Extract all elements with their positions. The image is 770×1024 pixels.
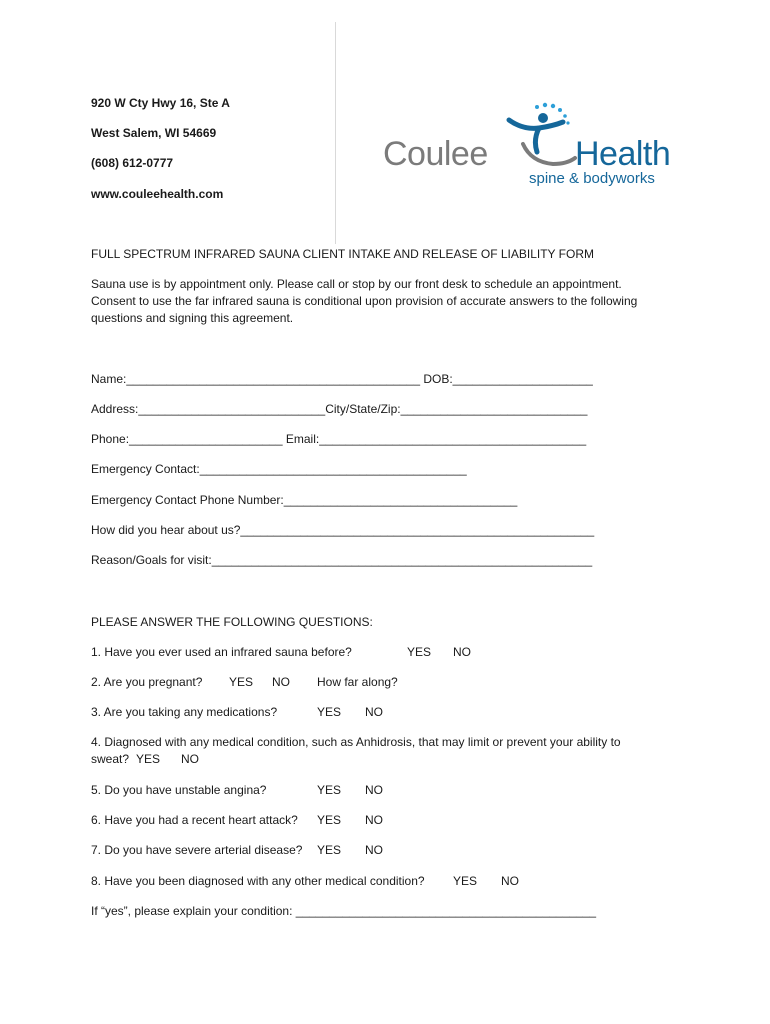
vertical-divider	[335, 22, 336, 244]
address-line-2: West Salem, WI 54669	[91, 126, 217, 140]
coulee-health-logo	[383, 100, 693, 192]
address-line-1: 920 W Cty Hwy 16, Ste A	[91, 96, 230, 110]
q6-yes-option[interactable]: YES	[317, 813, 342, 827]
question-5: 5. Do you have unstable angina?	[91, 783, 267, 797]
question-8: 8. Have you been diagnosed with any other medical condition?	[91, 874, 425, 888]
address-field[interactable]: Address:____________________________City/State/Zip:____________________________	[91, 402, 588, 416]
q1-no-option[interactable]: NO	[453, 645, 471, 659]
q8-yes-option[interactable]: YES	[453, 874, 478, 888]
question-4: 4. Diagnosed with any medical condition, such as Anhidrosis, that may limit or prevent your ability to	[91, 735, 621, 749]
question-6: 6. Have you had a recent heart attack?	[91, 813, 298, 827]
question-3: 3. Are you taking any medications?	[91, 705, 278, 719]
q5-no-option[interactable]: NO	[365, 783, 383, 797]
q3-yes-option[interactable]: YES	[317, 705, 342, 719]
q2-no-option[interactable]: NO	[272, 675, 290, 689]
explain-condition-field[interactable]: If “yes”, please explain your condition: _____________________________________________	[91, 904, 597, 918]
logo-tagline: spine & bodyworks	[529, 170, 655, 187]
logo-brand-health: Health	[575, 135, 671, 173]
q5-yes-option[interactable]: YES	[317, 783, 342, 797]
emergency-phone-field[interactable]: Emergency Contact Phone Number:___________________________________	[91, 493, 518, 507]
questions-heading: PLEASE ANSWER THE FOLLOWING QUESTIONS:	[91, 615, 373, 629]
q6-no-option[interactable]: NO	[365, 813, 383, 827]
bodyworks-figure-icon	[503, 100, 583, 172]
name-dob-field[interactable]: Name:____________________________________________ DOB:_____________________	[91, 372, 593, 386]
question-4-continued: sweat?	[91, 752, 130, 766]
q7-yes-option[interactable]: YES	[317, 843, 342, 857]
q4-no-option[interactable]: NO	[181, 752, 199, 766]
q1-yes-option[interactable]: YES	[407, 645, 432, 659]
intro-line: Consent to use the far infrared sauna is conditional upon provision of accurate answers to the following	[91, 294, 638, 308]
q2-yes-option[interactable]: YES	[229, 675, 254, 689]
form-title: FULL SPECTRUM INFRARED SAUNA CLIENT INTAKE AND RELEASE OF LIABILITY FORM	[91, 247, 594, 261]
intro-line: Sauna use is by appointment only. Please call or stop by our front desk to schedule an appointment.	[91, 277, 622, 291]
q2-how-far-along: How far along?	[317, 675, 398, 689]
emergency-contact-field[interactable]: Emergency Contact:________________________________________	[91, 462, 467, 476]
question-1: 1. Have you ever used an infrared sauna before?	[91, 645, 352, 659]
intro-line: questions and signing this agreement.	[91, 311, 294, 325]
website-link[interactable]: www.couleehealth.com	[91, 187, 224, 201]
q8-no-option[interactable]: NO	[501, 874, 519, 888]
intro-paragraph	[91, 276, 691, 327]
q3-no-option[interactable]: NO	[365, 705, 383, 719]
q7-no-option[interactable]: NO	[365, 843, 383, 857]
q4-yes-option[interactable]: YES	[136, 752, 161, 766]
logo-brand-coulee: Coulee	[383, 135, 488, 173]
question-7: 7. Do you have severe arterial disease?	[91, 843, 303, 857]
phone-number: (608) 612-0777	[91, 156, 174, 170]
reason-field[interactable]: Reason/Goals for visit:_________________________________________________________	[91, 553, 593, 567]
question-2: 2. Are you pregnant?	[91, 675, 203, 689]
heard-about-field[interactable]: How did you hear about us?_____________________________________________________	[91, 523, 595, 537]
phone-email-field[interactable]: Phone:_______________________ Email:________________________________________	[91, 432, 587, 446]
